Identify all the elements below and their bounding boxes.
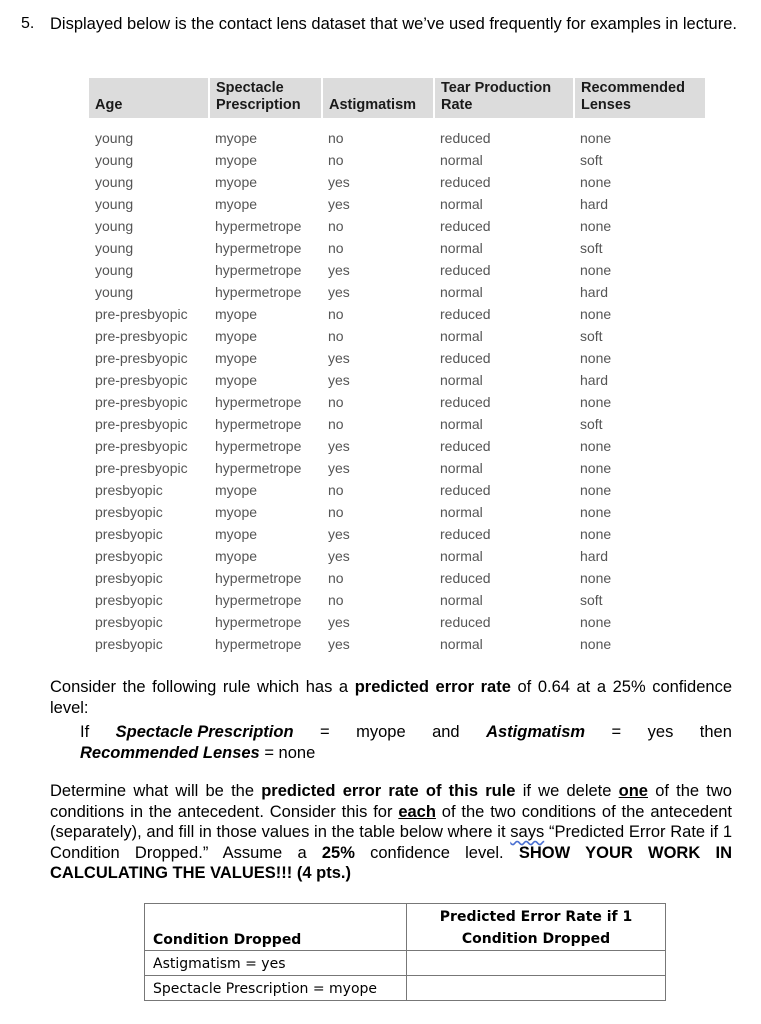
cell-recommended: hard (580, 372, 609, 388)
cell-astigmatism: yes (328, 460, 350, 476)
table-row (89, 281, 705, 303)
cell-recommended: none (580, 636, 612, 652)
cell-age: presbyopic (95, 570, 163, 586)
header-recommended: Recommended Lenses (574, 78, 705, 118)
table-row (89, 545, 705, 567)
cell-age: presbyopic (95, 636, 163, 652)
answer-header-error-rate: Predicted Error Rate if 1 Condition Dropped (407, 904, 666, 951)
cell-tear: reduced (440, 394, 491, 410)
cell-age: young (95, 218, 134, 234)
table-row (89, 479, 705, 501)
cell-tear: normal (440, 152, 483, 168)
cell-astigmatism: no (328, 328, 344, 344)
table-row (89, 589, 705, 611)
answer-value-cell[interactable] (407, 951, 666, 976)
cell-age: presbyopic (95, 504, 163, 520)
question-intro: Displayed below is the contact lens dataset that we’ve used frequently for examples in lecture. (50, 15, 737, 33)
cell-tear: normal (440, 240, 483, 256)
cell-spectacle: myope (215, 482, 258, 498)
cell-tear: normal (440, 636, 483, 652)
cell-astigmatism: no (328, 306, 344, 322)
cell-age: young (95, 240, 134, 256)
cell-recommended: none (580, 350, 612, 366)
cell-astigmatism: yes (328, 262, 350, 278)
cell-spectacle: myope (215, 130, 258, 146)
cell-age: pre-presbyopic (95, 394, 188, 410)
contact-lens-table (89, 78, 705, 655)
cell-spectacle: myope (215, 526, 258, 542)
answer-header-condition: Condition Dropped (145, 904, 407, 951)
cell-spectacle: myope (215, 548, 258, 564)
answer-row (145, 976, 666, 1001)
cell-spectacle: hypermetrope (215, 438, 302, 454)
cell-age: young (95, 174, 134, 190)
cell-spectacle: hypermetrope (215, 636, 302, 652)
cell-spectacle: myope (215, 306, 258, 322)
cell-tear: reduced (440, 526, 491, 542)
answer-condition: Astigmatism = yes (145, 951, 407, 976)
cell-astigmatism: no (328, 504, 344, 520)
header-age: Age (89, 78, 209, 118)
cell-recommended: none (580, 614, 612, 630)
instructions: Determine what will be the predicted error rate of this rule if we delete one of the two conditions in the antecedent. Consider this for each of the two conditions of the antecedent (separately), and fill in those values in the table below where it says “Predicted Error Rate if 1 Condition Dropped.” Assume a 25% confidence level. SHOW YOUR WORK IN CALCULATING THE VALUES!!! (4 pts.) (50, 782, 732, 882)
cell-astigmatism: no (328, 130, 344, 146)
cell-tear: reduced (440, 350, 491, 366)
table-row (89, 259, 705, 281)
cell-age: presbyopic (95, 526, 163, 542)
predicted-error-rate-label: predicted error rate (354, 678, 511, 696)
cell-age: young (95, 284, 134, 300)
cell-age: young (95, 152, 134, 168)
cell-tear: reduced (440, 614, 491, 630)
header-astigmatism: Astigmatism (322, 78, 434, 118)
cell-tear: normal (440, 284, 483, 300)
cell-tear: normal (440, 504, 483, 520)
cell-recommended: soft (580, 416, 603, 432)
answer-table (144, 903, 666, 1001)
cell-spectacle: myope (215, 328, 258, 344)
cell-astigmatism: yes (328, 636, 350, 652)
cell-spectacle: myope (215, 152, 258, 168)
cell-age: presbyopic (95, 614, 163, 630)
cell-tear: reduced (440, 174, 491, 190)
cell-tear: normal (440, 592, 483, 608)
cell-recommended: none (580, 482, 612, 498)
table-row (89, 413, 705, 435)
cell-recommended: none (580, 526, 612, 542)
cell-astigmatism: yes (328, 614, 350, 630)
header-spectacle: Spectacle Prescription (209, 78, 322, 118)
cell-tear: reduced (440, 306, 491, 322)
cell-astigmatism: no (328, 152, 344, 168)
answer-value-cell[interactable] (407, 976, 666, 1001)
cell-spectacle: myope (215, 372, 258, 388)
cell-recommended: soft (580, 328, 603, 344)
cell-age: presbyopic (95, 482, 163, 498)
cell-tear: normal (440, 460, 483, 476)
table-body (89, 118, 705, 655)
cell-recommended: none (580, 460, 612, 476)
cell-recommended: none (580, 218, 612, 234)
cell-recommended: hard (580, 196, 609, 212)
cell-recommended: hard (580, 548, 609, 564)
table-row (89, 127, 705, 149)
question-number: 5. (21, 15, 35, 32)
cell-astigmatism: yes (328, 350, 350, 366)
table-row (89, 457, 705, 479)
cell-recommended: none (580, 306, 612, 322)
cell-age: young (95, 130, 134, 146)
cell-tear: reduced (440, 130, 491, 146)
table-row (89, 171, 705, 193)
cell-age: pre-presbyopic (95, 372, 188, 388)
cell-age: presbyopic (95, 592, 163, 608)
cell-astigmatism: no (328, 218, 344, 234)
table-row (89, 347, 705, 369)
cell-recommended: none (580, 504, 612, 520)
rule-description: Consider the following rule which has a predicted error rate of 0.64 at a 25% confidence level: (50, 678, 733, 717)
cell-spectacle: myope (215, 504, 258, 520)
cell-spectacle: myope (215, 174, 258, 190)
cell-recommended: soft (580, 240, 603, 256)
cell-age: pre-presbyopic (95, 328, 188, 344)
cell-astigmatism: yes (328, 372, 350, 388)
cell-spectacle: hypermetrope (215, 460, 302, 476)
cell-astigmatism: no (328, 570, 344, 586)
table-row (89, 391, 705, 413)
table-row (89, 633, 705, 655)
cell-age: pre-presbyopic (95, 438, 188, 454)
cell-recommended: none (580, 174, 612, 190)
header-tear: Tear Production Rate (434, 78, 574, 118)
cell-tear: normal (440, 196, 483, 212)
cell-astigmatism: yes (328, 548, 350, 564)
answer-row (145, 951, 666, 976)
table-row (89, 369, 705, 391)
cell-astigmatism: no (328, 240, 344, 256)
cell-astigmatism: yes (328, 174, 350, 190)
cell-spectacle: hypermetrope (215, 284, 302, 300)
table-row (89, 193, 705, 215)
cell-astigmatism: no (328, 394, 344, 410)
cell-recommended: none (580, 130, 612, 146)
cell-astigmatism: no (328, 482, 344, 498)
cell-spectacle: hypermetrope (215, 416, 302, 432)
table-row (89, 303, 705, 325)
cell-age: presbyopic (95, 548, 163, 564)
cell-tear: reduced (440, 262, 491, 278)
cell-tear: reduced (440, 482, 491, 498)
cell-recommended: none (580, 262, 612, 278)
table-row (89, 215, 705, 237)
cell-age: pre-presbyopic (95, 306, 188, 322)
cell-tear: normal (440, 328, 483, 344)
cell-tear: reduced (440, 218, 491, 234)
table-row (89, 523, 705, 545)
table-row (89, 237, 705, 259)
cell-astigmatism: no (328, 592, 344, 608)
table-row (89, 325, 705, 347)
rule-attr-astigmatism: Astigmatism (486, 723, 586, 741)
spellcheck-word: says (510, 823, 545, 841)
cell-spectacle: hypermetrope (215, 592, 302, 608)
cell-astigmatism: yes (328, 438, 350, 454)
answer-condition: Spectacle Prescription = myope (145, 976, 407, 1001)
cell-tear: reduced (440, 438, 491, 454)
cell-astigmatism: no (328, 416, 344, 432)
table-row (89, 611, 705, 633)
cell-spectacle: myope (215, 196, 258, 212)
show-work-note: SHOW YOUR WORK IN CALCULATING THE VALUES!!! (4 pts.) (50, 843, 732, 882)
cell-astigmatism: yes (328, 196, 350, 212)
cell-recommended: none (580, 570, 612, 586)
cell-recommended: none (580, 394, 612, 410)
cell-recommended: soft (580, 592, 603, 608)
cell-recommended: soft (580, 152, 603, 168)
cell-spectacle: hypermetrope (215, 218, 302, 234)
cell-astigmatism: yes (328, 284, 350, 300)
table-row (89, 435, 705, 457)
cell-age: young (95, 196, 134, 212)
cell-spectacle: myope (215, 350, 258, 366)
cell-age: young (95, 262, 134, 278)
cell-tear: reduced (440, 570, 491, 586)
cell-spectacle: hypermetrope (215, 262, 302, 278)
rule-attr-recommended: Recommended Lenses (80, 743, 260, 762)
table-row (89, 501, 705, 523)
cell-age: pre-presbyopic (95, 460, 188, 476)
rule-attr-spectacle: Spectacle Prescription (115, 723, 294, 741)
cell-tear: normal (440, 416, 483, 432)
cell-spectacle: hypermetrope (215, 240, 302, 256)
cell-age: pre-presbyopic (95, 350, 188, 366)
cell-age: pre-presbyopic (95, 416, 188, 432)
cell-spectacle: hypermetrope (215, 570, 302, 586)
rule-statement: If Spectacle Prescription = myope and Astigmatism = yes then Recommended Lenses = none (80, 723, 732, 762)
table-header-row (89, 78, 705, 118)
table-row (89, 149, 705, 171)
cell-astigmatism: yes (328, 526, 350, 542)
cell-recommended: hard (580, 284, 609, 300)
table-row (89, 567, 705, 589)
cell-spectacle: hypermetrope (215, 614, 302, 630)
cell-spectacle: hypermetrope (215, 394, 302, 410)
answer-header-row (145, 904, 666, 951)
cell-tear: normal (440, 548, 483, 564)
cell-tear: normal (440, 372, 483, 388)
cell-recommended: none (580, 438, 612, 454)
